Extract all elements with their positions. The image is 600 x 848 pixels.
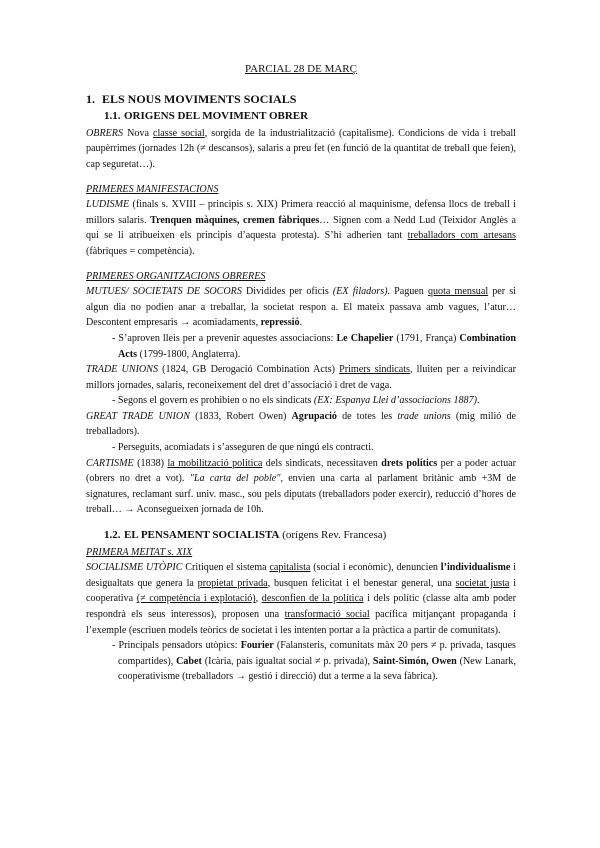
paragraph-ludisme: LUDISME (finals s. XVIII – principis s. XIX) Primera reacció al maquinisme, defensa llocs de treball i millors salaris. Trenquen màquines, cremen fàbriques… Signen com a Nedd Lud (Teixidor Anglès a qui se li atribueixen els principis d’aquesta protesta). S’hi adherien tant treballadors com artesans (fàbriques = competència). bbox=[86, 199, 517, 257]
bullet-mutues: - S’aproven lleis per a prevenir aquestes associacions: Le Chapelier (1791, França) Combination Acts (1799-1800, Anglaterra). bbox=[112, 332, 517, 360]
subsection-heading-1-1: 1.1. ORIGENS DEL MOVIMENT OBRER bbox=[104, 110, 309, 123]
heading-primeres-manifestacions: PRIMERES MANIFESTACIONS bbox=[86, 183, 219, 195]
paragraph-cartisme: CARTISME (1838) la mobilització política dels sindicats, necessitaven drets polítics per a poder actuar (obrers no dret a vot). "La carta del poble", envien una carta al parlament britànic amb +3M de signatures, reclamant surf. univ. masc., sou pels diputats (treballadors poder exercir), reducció d’hores de treball… → Aconsegueixen jornada de 10h. bbox=[86, 457, 516, 516]
heading-primeres-organitzacions: PRIMERES ORGANITZACIONS OBRERES bbox=[86, 270, 266, 282]
bullet-trade-unions: - Segons el govern es prohibien o no els sindicats (EX: Espanya Llei d’associacions 1887). bbox=[112, 395, 480, 407]
section-heading-1: 1. ELS NOUS MOVIMENTS SOCIALS bbox=[86, 91, 297, 106]
paragraph-obrers: OBRERS Nova classe social, sorgida de la industrialització (capitalisme). Condicions de vida i treball paupèrrimes (jornades 12h (≠ descansos), salaris a preu fet (en funció de la quantitat de treball que feien), cap seguretat…). bbox=[86, 127, 516, 170]
paragraph-socialisme-utopic: SOCIALISME UTÒPIC Critiquen el sistema capitalista (social i econòmic), denuncien l’individualisme i desigualtats que genera la propietat privada, busquen felicitat i el benestar general, una societat justa i cooperativa (≠ competència i explotació), desconfien de la política i dels polític (classe alta amb poder respondrà els seus interessos), proposen una transformació social pacífica mitjançant propaganda i l’exemple (escriuen models teòrics de societat i les intenten portar a la pràctica a partir de comunitats). bbox=[86, 562, 516, 636]
heading-primera-meitat: PRIMERA MEITAT s. XIX bbox=[86, 546, 193, 558]
document-page bbox=[86, 58, 516, 685]
bullet-great-trade-union: - Perseguits, acomiadats i s’asseguren de que ningú els contracti. bbox=[112, 442, 374, 454]
document-title: PARCIAL 28 DE MARÇ bbox=[245, 63, 357, 75]
spacer bbox=[86, 518, 516, 528]
paragraph-mutues: MUTUES/ SOCIETATS DE SOCORS Dividides per oficis (EX filadors). Paguen quota mensual per si algun dia no podien anar a treballar, la societat respon a. El mateix passava amb vagues, l’atur… Descontent empresaris → acomiadaments, repressió. bbox=[86, 286, 516, 329]
paragraph-great-trade-union: GREAT TRADE UNION (1833, Robert Owen) Agrupació de totes les trade unions (mig milió de treballadors). bbox=[86, 410, 517, 438]
subsection-heading-1-2: 1.2. EL PENSAMENT SOCIALISTA (orígens Rev. Francesa) bbox=[104, 529, 387, 542]
bullet-pensadors-utopics: - Principals pensadors utòpics: Fourier (Falansteris, comunitats màx 20 pers ≠ p. privada, tasques compartides), Cabet (Icària, país igualtat social ≠ p. privada), Saint-Simón, Owen (New Lanark, cooperativisme (treballadors → gestió i direcció) dut a terme a la seva fàbrica). bbox=[112, 640, 516, 683]
paragraph-trade-unions: TRADE UNIONS (1824, GB Derogació Combination Acts) Primers sindicats, lluiten per a reivindicar millors jornades, salaris, reconeixement del dret d’associació i dret de vaga. bbox=[86, 364, 516, 391]
